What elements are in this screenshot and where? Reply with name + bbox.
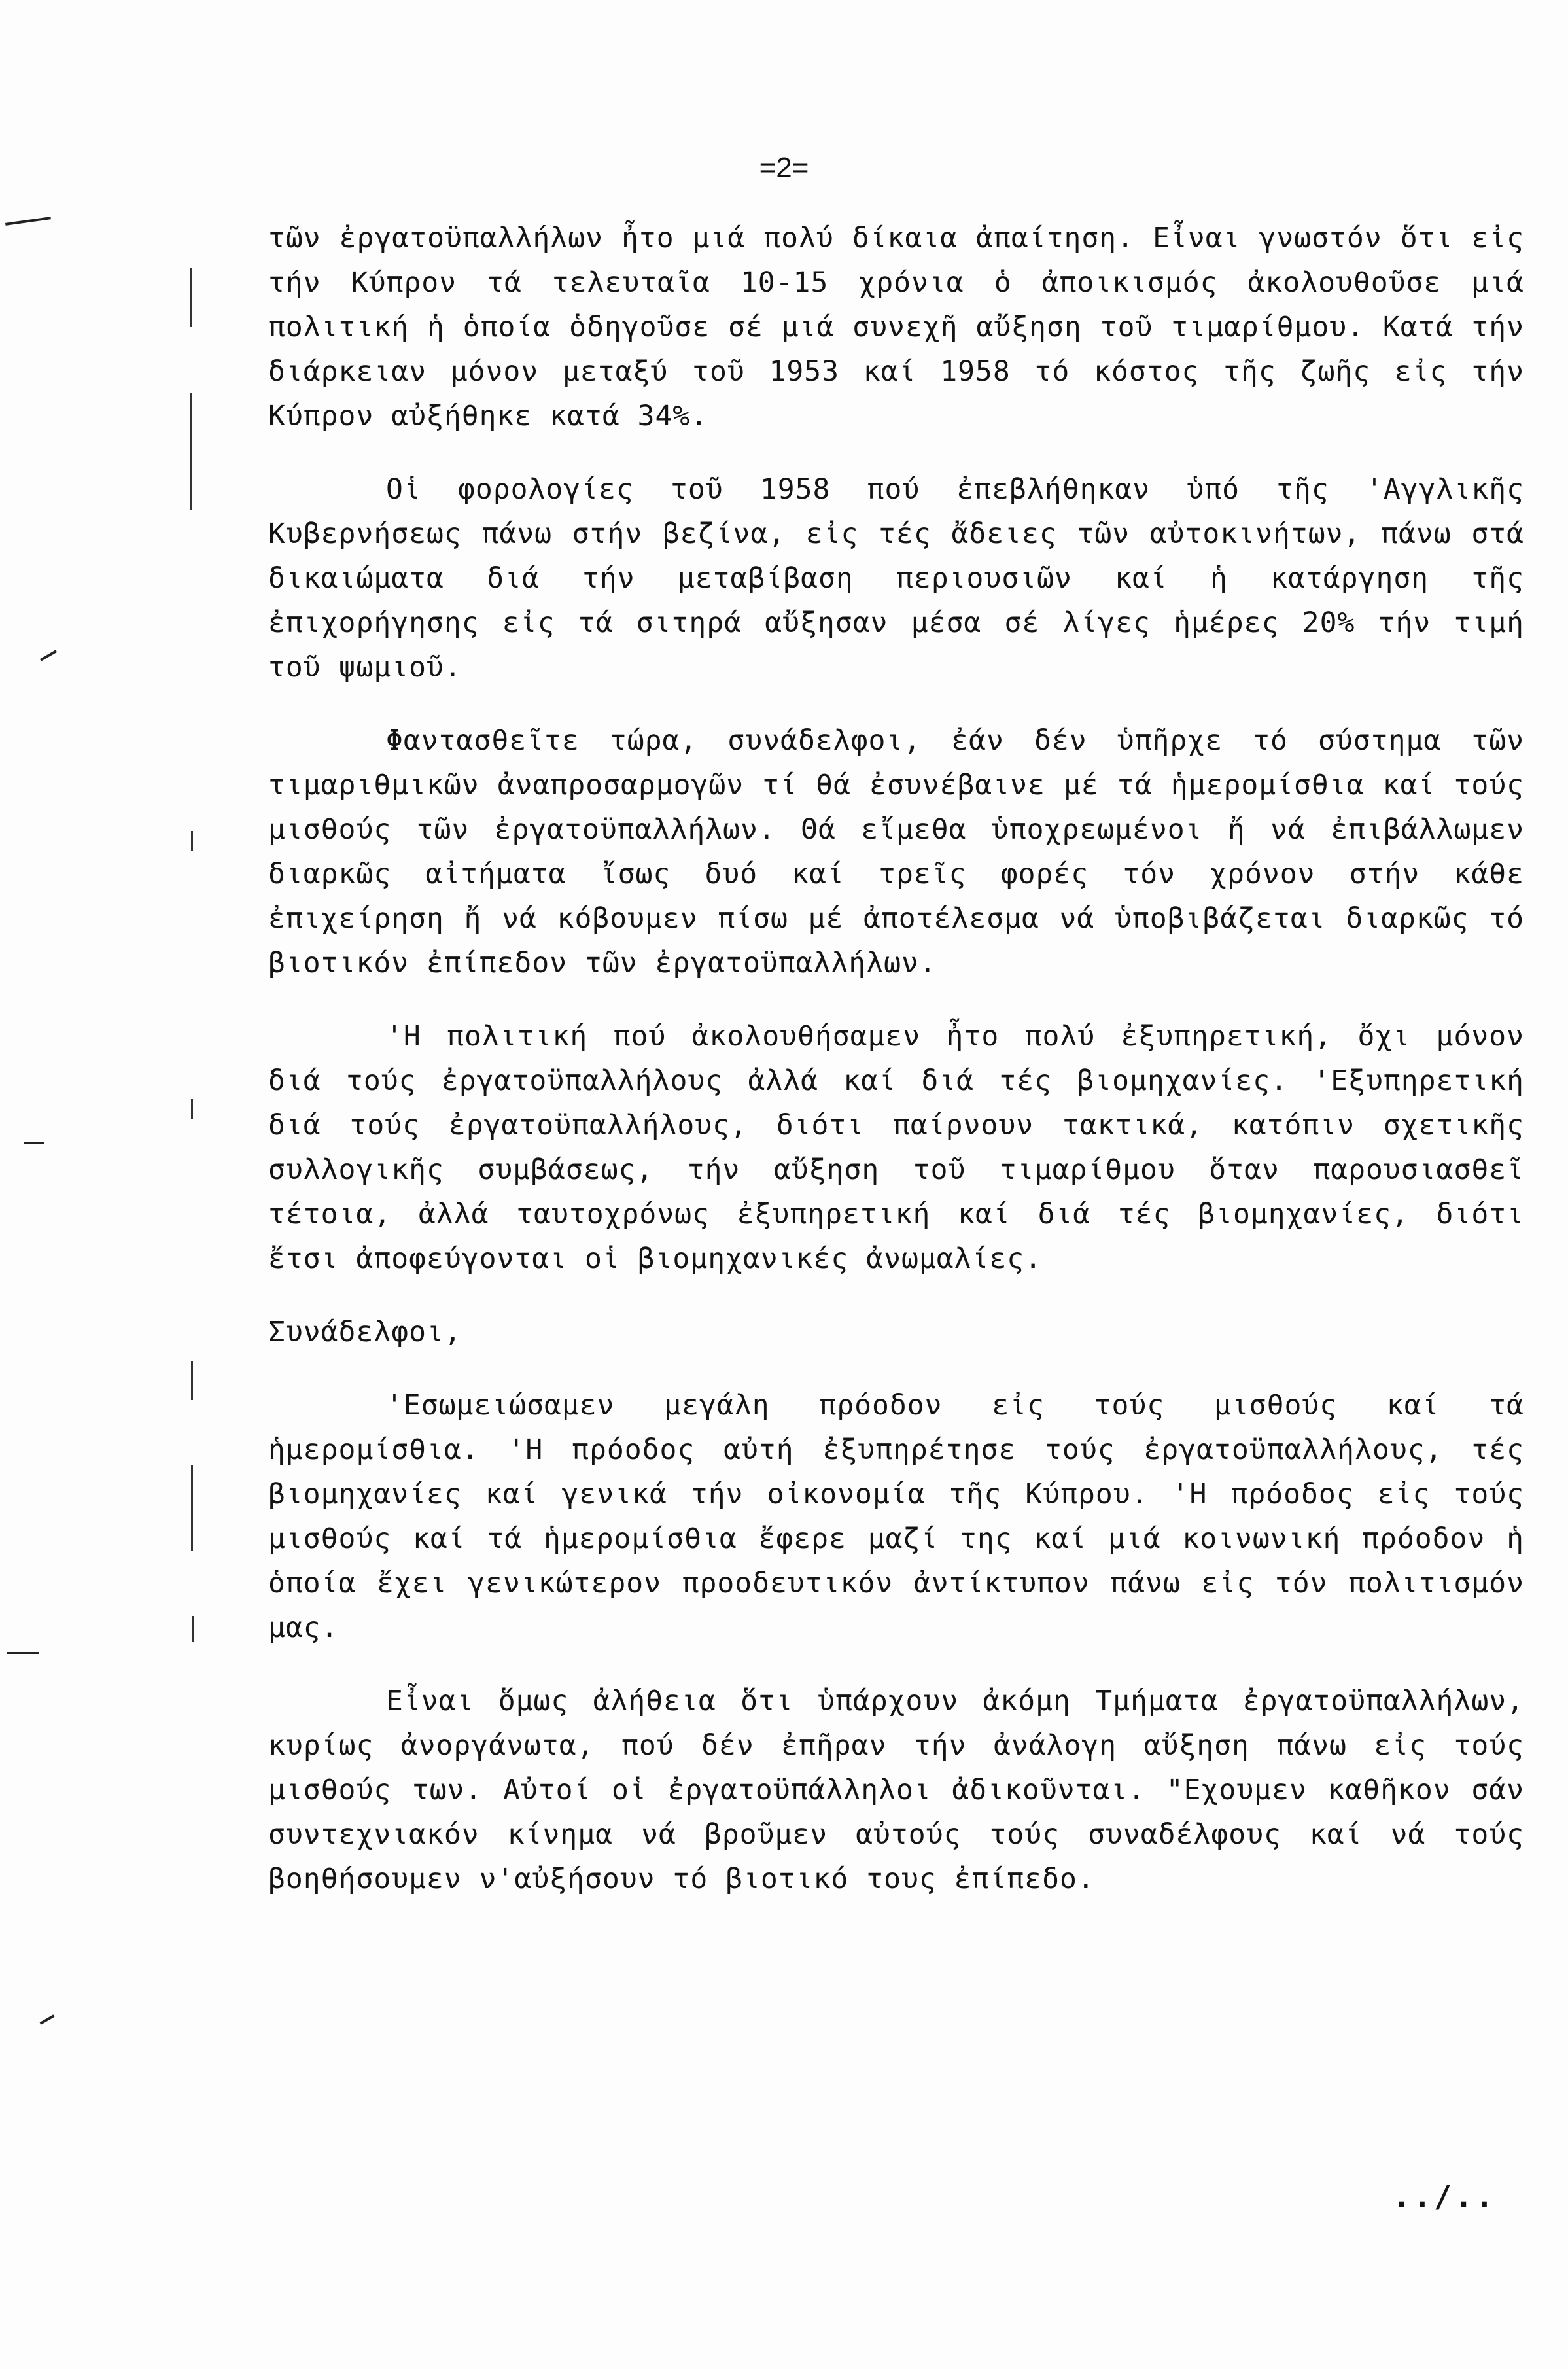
margin-mark <box>5 217 51 226</box>
page-number: =2= <box>759 152 809 184</box>
paragraph-1: τῶν ἐργατοϋπαλλήλων ἦτο μιά πολύ δίκαια ἀπαίτηση. Εἶναι γνωστόν ὅτι εἰς τήν Κύπρον τά τελευταῖα 10-15 χρόνια ὁ ἀποικισμός ἀκολουθοῦσε μιά πολιτική ἡ ὁποία ὁδηγοῦσε σέ μιά συνεχῆ αὔξηση τοῦ τιμαρίθμου. Κατά τήν διάρκειαν μόνον μεταξύ τοῦ 1953 καί 1958 τό κόστος τῆς ζωῆς εἰς τήν Κύπρον αὐξήθηκε κατά 34%. <box>268 222 1524 432</box>
margin-mark <box>40 2014 55 2024</box>
paragraph-4: 'Η πολιτική πού ἀκολουθήσαμεν ἦτο πολύ ἐξυπηρετική, ὄχι μόνον διά τούς ἐργατοϋπαλλήλους ἀλλά καί διά τές βιομηχανίες. 'Εξυπηρετική διά τούς ἐργατοϋπαλλήλους, διότι παίρνουν τακτικά, κατόπιν σχετικῆς συλλογικῆς συμβάσεως, τήν αὔξηση τοῦ τιμαρίθμου ὅταν παρουσιασθεῖ τέτοια, ἀλλά ταυτοχρόνως ἐξυπηρετική καί διά τές βιομηχανίες, διότι ἔτσι ἀποφεύγονται οἱ βιομηχανικές ἀνωμαλίες. <box>268 1020 1524 1275</box>
continuation-mark: ../.. <box>1392 2179 1496 2214</box>
margin-line <box>192 1616 194 1642</box>
paragraph-3: Φαντασθεῖτε τώρα, συνάδελφοι, ἐάν δέν ὑπῆρχε τό σύστημα τῶν τιμαριθμικῶν ἀναπροσαρμογῶν τί θά ἐσυνέβαινε μέ τά ἡμερομίσθια καί τούς μισθούς τῶν ἐργατοϋπαλλήλων. Θά εἴμεθα ὑποχρεωμένοι ἤ νά ἐπιβάλλωμεν διαρκῶς αἰτήματα ἴσως δυό καί τρεῖς φορές τόν χρόνον στήν κάθε ἐπιχείρηση ἤ νά κόβουμεν πίσω μέ ἀποτέλεσμα νά ὑποβιβάζεται διαρκῶς τό βιοτικόν ἐπίπεδον τῶν ἐργατοϋπαλλήλων. <box>268 724 1524 979</box>
paragraph-6: Εἶναι ὅμως ἀλήθεια ὅτι ὑπάρχουν ἀκόμη Τμήματα ἐργατοϋπαλλήλων, κυρίως ἀνοργάνωτα, πού δέν ἐπῆραν τήν ἀνάλογη αὔξηση πάνω εἰς τούς μισθούς των. Αὐτοί οἱ ἐργατοϋπάλληλοι ἀδικοῦνται. "Εχουμεν καθῆκον σάν συντεχνιακόν κίνημα νά βροῦμεν αὐτούς τούς συναδέλφους καί νά τούς βοηθήσουμεν ν'αὐξήσουν τό βιοτικό τους ἐπίπεδο. <box>268 1685 1524 1895</box>
paragraph-2: Οἱ φορολογίες τοῦ 1958 πού ἐπεβλήθηκαν ὑπό τῆς 'Αγγλικῆς Κυβερνήσεως πάνω στήν βεζίνα, εἰς τές ἄδειες τῶν αὐτοκινήτων, πάνω στά δικαιώματα διά τήν μεταβίβαση περιουσιῶν καί ἡ κατάργηση τῆς ἐπιχορήγησης εἰς τά σιτηρά αὔξησαν μέσα σέ λίγες ἡμέρες 20% τήν τιμή τοῦ ψωμιοῦ. <box>268 473 1524 684</box>
margin-mark <box>40 650 57 661</box>
salutation: Συνάδελφοι, <box>268 1316 462 1348</box>
margin-mark <box>7 1652 39 1654</box>
margin-line <box>190 393 192 510</box>
margin-line <box>191 1099 193 1119</box>
body-text <box>268 216 1524 1930</box>
margin-mark <box>24 1142 44 1144</box>
margin-line <box>191 1361 193 1400</box>
margin-line <box>191 1465 193 1551</box>
paragraph-5: 'Εσωμειώσαμεν μεγάλη πρόοδον εἰς τούς μισθούς καί τά ἡμερομίσθια. 'Η πρόοδος αὐτή ἐξυπηρέτησε τούς ἐργατοϋπαλλήλους, τές βιομηχανίες καί γενικά τήν οἰκονομία τῆς Κύπρου. 'Η πρόοδος εἰς τούς μισθούς καί τά ἡμερομίσθια ἔφερε μαζί της καί μιά κοινωνική πρόοδον ἡ ὁποία ἔχει γενικώτερον προοδευτικόν ἀντίκτυπον πάνω εἰς τόν πολιτισμόν μας. <box>268 1389 1524 1644</box>
margin-line <box>190 268 192 327</box>
margin-line <box>191 831 193 851</box>
